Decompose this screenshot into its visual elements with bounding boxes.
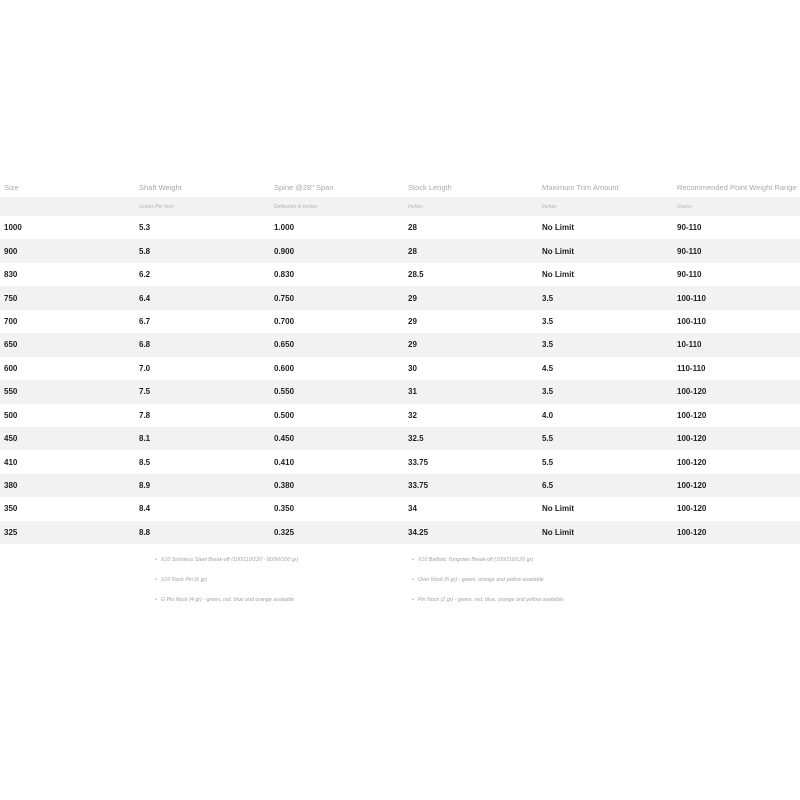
cell-spine: 0.900 [274,246,295,256]
cell-stock-length: 33.75 [408,481,429,491]
cell-max-trim: 5.5 [542,434,554,444]
header-shaft-weight: Shaft Weight [139,183,182,192]
cell-spine: 0.350 [274,504,295,514]
cell-shaft-weight: 7.8 [139,410,151,420]
cell-max-trim: No Limit [542,504,574,514]
cell-max-trim: No Limit [542,223,574,233]
table-row [0,333,800,356]
cell-spine: 0.325 [274,527,295,537]
cell-point-weight: 100-120 [677,387,707,397]
bullet-icon: • [155,577,157,583]
cell-size: 900 [4,246,18,256]
cell-stock-length: 30 [408,363,417,373]
cell-size: 700 [4,316,18,326]
cell-shaft-weight: 5.8 [139,246,151,256]
note-text: Pin Nock (2 gr) - green, red, blue, orange and yellow available [417,597,564,603]
unit-shaft-weight: Grains Per Inch [139,203,174,210]
cell-point-weight: 100-120 [677,527,707,537]
cell-max-trim: 4.5 [542,363,554,373]
bullet-icon: • [155,557,157,563]
note-text: X10 Nock Pin (6 gr) [160,577,208,583]
cell-spine: 0.550 [274,387,295,397]
cell-size: 750 [4,293,18,303]
cell-stock-length: 32 [408,410,417,420]
table-row [0,474,800,497]
cell-spine: 0.500 [274,410,295,420]
cell-stock-length: 33.75 [408,457,429,467]
cell-shaft-weight: 8.8 [139,527,151,537]
cell-max-trim: 6.5 [542,481,554,491]
bullet-icon: • [412,557,414,563]
header-spine: Spine @28" Span [274,183,334,192]
table-row [0,310,800,333]
cell-shaft-weight: 5.3 [139,223,151,233]
note-item [412,552,563,572]
cell-stock-length: 31 [408,387,417,397]
cell-point-weight: 100-120 [677,457,707,467]
cell-max-trim: 5.5 [542,457,554,467]
table-row [0,404,800,427]
cell-shaft-weight: 8.5 [139,457,151,467]
note-text: Over Nock (6 gr) - green, orange and yellow available [417,577,544,583]
cell-shaft-weight: 7.5 [139,387,151,397]
cell-max-trim: No Limit [542,270,574,280]
note-text: X10 Ballistic Tungsten Break-off (100/110/120 gr) [417,557,534,563]
cell-max-trim: 3.5 [542,316,554,326]
note-item [155,592,298,612]
cell-size: 830 [4,270,18,280]
bullet-icon: • [412,597,414,603]
cell-spine: 0.410 [274,457,295,467]
cell-point-weight: 100-120 [677,504,707,514]
cell-stock-length: 28.5 [408,270,424,280]
cell-spine: 0.450 [274,434,295,444]
cell-spine: 0.380 [274,481,295,491]
table-row [0,380,800,403]
table-row [0,216,800,239]
note-text: X10 Stainless Steel Break-off (100/110/120 - 80/90/100 gr) [160,557,299,563]
units-row [0,197,800,216]
cell-shaft-weight: 6.2 [139,270,151,280]
notes-left-column [155,552,298,612]
cell-shaft-weight: 6.4 [139,293,151,303]
header-size: Size [4,183,19,192]
cell-shaft-weight: 8.4 [139,504,151,514]
table-row [0,497,800,520]
note-text: G Pin Nock (4 gr) - green, red, blue and orange available [160,597,295,603]
cell-size: 350 [4,504,18,514]
bullet-icon: • [412,577,414,583]
cell-max-trim: No Limit [542,246,574,256]
table-row [0,427,800,450]
cell-spine: 0.830 [274,270,295,280]
cell-point-weight: 100-110 [677,316,706,326]
cell-size: 450 [4,434,18,444]
table-body [0,216,800,544]
cell-spine: 0.700 [274,316,295,326]
unit-stock-length: Inches [408,203,423,210]
cell-point-weight: 90-110 [677,223,702,233]
header-stock-length: Stock Length [408,183,452,192]
cell-size: 380 [4,481,18,491]
cell-stock-length: 29 [408,340,417,350]
note-item [155,552,298,572]
table-row [0,357,800,380]
header-row [0,178,800,197]
cell-point-weight: 90-110 [677,270,702,280]
header-point-weight: Recommended Point Weight Range [677,183,797,192]
cell-point-weight: 10-110 [677,340,702,350]
spec-table [0,178,800,544]
cell-shaft-weight: 8.9 [139,481,151,491]
cell-spine: 0.750 [274,293,295,303]
note-item [412,592,563,612]
cell-point-weight: 100-110 [677,293,706,303]
cell-stock-length: 32.5 [408,434,424,444]
note-item [155,572,298,592]
table-row [0,239,800,262]
cell-size: 500 [4,410,18,420]
table-row [0,521,800,544]
notes-right-column [412,552,563,612]
unit-max-trim: Inches [542,203,557,210]
cell-spine: 0.600 [274,363,295,373]
cell-stock-length: 34.25 [408,527,429,537]
cell-shaft-weight: 6.8 [139,340,151,350]
unit-point-weight: Grains [677,203,692,210]
table-row [0,286,800,309]
cell-point-weight: 100-120 [677,481,707,491]
cell-stock-length: 34 [408,504,417,514]
cell-stock-length: 29 [408,293,417,303]
cell-point-weight: 90-110 [677,246,702,256]
cell-shaft-weight: 6.7 [139,316,151,326]
cell-point-weight: 100-120 [677,410,707,420]
cell-shaft-weight: 7.0 [139,363,151,373]
cell-max-trim: 3.5 [542,387,554,397]
cell-point-weight: 110-110 [677,363,706,373]
table-row [0,450,800,473]
cell-size: 410 [4,457,18,467]
cell-max-trim: 4.0 [542,410,554,420]
cell-size: 1000 [4,223,22,233]
cell-size: 600 [4,363,18,373]
header-max-trim: Maximum Trim Amount [542,183,619,192]
note-item [412,572,563,592]
cell-stock-length: 28 [408,246,417,256]
cell-spine: 1.000 [274,223,295,233]
cell-point-weight: 100-120 [677,434,707,444]
cell-stock-length: 28 [408,223,417,233]
cell-max-trim: 3.5 [542,293,554,303]
bullet-icon: • [155,597,157,603]
cell-spine: 0.650 [274,340,295,350]
cell-size: 550 [4,387,18,397]
cell-shaft-weight: 8.1 [139,434,151,444]
unit-spine: Deflection in Inches [274,203,318,210]
table-row [0,263,800,286]
cell-size: 650 [4,340,18,350]
cell-size: 325 [4,527,18,537]
cell-stock-length: 29 [408,316,417,326]
cell-max-trim: No Limit [542,527,574,537]
cell-max-trim: 3.5 [542,340,554,350]
